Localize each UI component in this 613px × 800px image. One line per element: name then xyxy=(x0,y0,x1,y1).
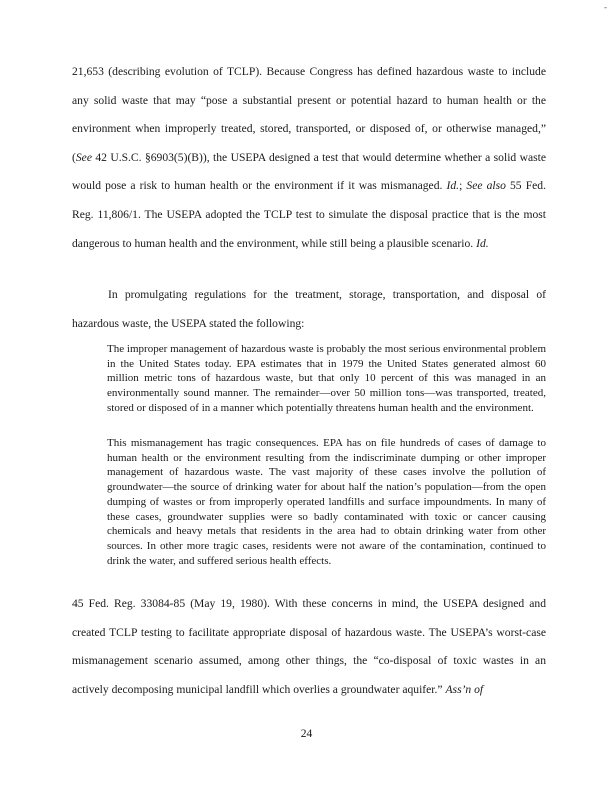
body-paragraph-3 xyxy=(72,590,546,704)
block-quote-paragraph-1: The improper management of hazardous waste is probably the most serious environmental problem in the United States today. EPA estimates that in 1979 the United States generated almost 60 million metric tons of hazardous waste, but that only 10 percent of this was managed in an environmentally sound manner. The remainder—over 50 million tons—was transported, treated, stored or disposed of in a manner which potentially threatens human health and the environment. xyxy=(107,343,546,414)
paragraph-3-text: 45 Fed. Reg. 33084-85 (May 19, 1980). With these concerns in mind, the USEPA designed and created TCLP testing to facilitate appropriate disposal of hazardous waste. The USEPA’s worst-case mismanagement scenario assumed, among other things, the “co-disposal of toxic wastes in an actively decomposing municipal landfill which overlies a groundwater aquifer.” Ass’n of xyxy=(72,597,546,696)
body-paragraph-2 xyxy=(72,281,546,338)
page-number: 24 xyxy=(300,727,313,740)
paragraph-1-text: 21,653 (describing evolution of TCLP). Because Congress has defined hazardous waste to include any solid waste that may “pose a substantial present or potential hazard to human health or the environment when improperly treated, stored, transported, or disposed of, or otherwise managed,” (See 42 U.S.C. §6903(5)(B)), the USEPA designed a test that would determine whether a solid waste would pose a risk to human health or the environment if it was mismanaged. Id.; See also 55 Fed. Reg. 11,806/1. The USEPA adopted the TCLP test to simulate the disposal practice that is the most dangerous to human health and the environment, while still being a plausible scenario. Id. xyxy=(72,65,546,250)
paragraph-2-text: In promulgating regulations for the treatment, storage, transportation, and disposal of hazardous waste, the USEPA stated the following: xyxy=(72,288,546,330)
block-quote-paragraph-2: This mismanagement has tragic consequences. EPA has on file hundreds of cases of damage to human health or the environment resulting from the indiscriminate dumping or other improper management of hazardous waste. The vast majority of these cases involve the pollution of groundwater—the source of drinking water for about half the nation’s population—from the open dumping of wastes or from improperly operated landfills and surface impoundments. In many of these cases, groundwater supplies were so badly contaminated with toxic or cancer causing chemicals and heavy metals that residents in the area had to obtain drinking water from other sources. In other more tragic cases, residents were not aware of the contamination, continued to drink the water, and suffered serious health effects. xyxy=(107,437,546,567)
corner-mark: - xyxy=(604,2,607,12)
body-paragraph-1 xyxy=(72,58,546,258)
